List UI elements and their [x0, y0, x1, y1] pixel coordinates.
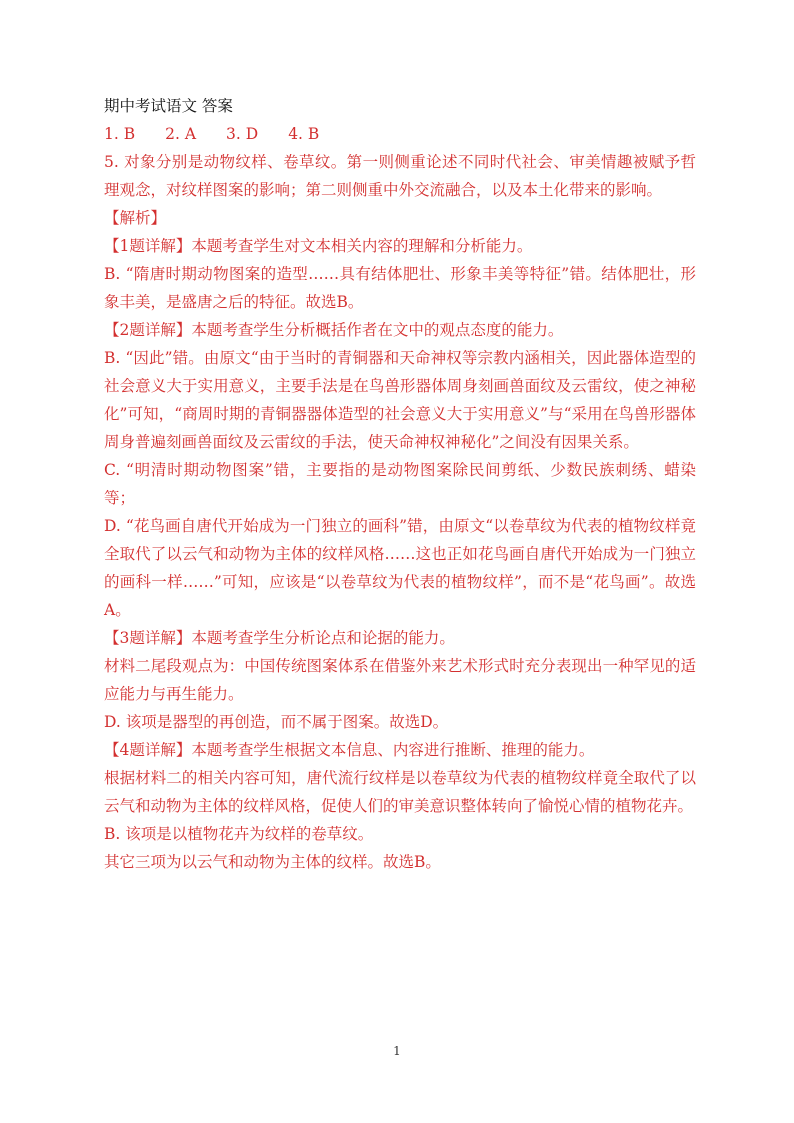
question-5-answer: 5. 对象分别是动物纹样、卷草纹。第一则侧重论述不同时代社会、审美情趣被赋予哲理观念，对纹样图案的影响；第二则侧重中外交流融合，以及本土化带来的影响。 [104, 153, 696, 199]
answer-key-row [104, 120, 696, 148]
q3-heading: 【3题详解】本题考查学生分析论点和论据的能力。 [104, 629, 455, 647]
q2-option-c: C. “明清时期动物图案”错，主要指的是动物图案除民间剪纸、少数民族刺绣、蜡染等； [104, 461, 696, 507]
q4-heading: 【4题详解】本题考查学生根据文本信息、内容进行推断、推理的能力。 [104, 741, 595, 759]
q2-heading: 【2题详解】本题考查学生分析概括作者在文中的观点态度的能力。 [104, 321, 564, 339]
answer-content [104, 92, 696, 876]
q2-option-b: B. “因此”错。由原文“由于当时的青铜器和天命神权等宗教内涵相关，因此器体造型的社会意义大于实用意义，主要手法是在鸟兽形器体周身刻画兽面纹及云雷纹，使之神秘化”可知，“商周时期的青铜器器体造型的社会意义大于实用意义”与“采用在鸟兽形器体周身普遍刻画兽面纹及云雷纹的手法，使天命神权神秘化”之间没有因果关系。 [104, 349, 696, 451]
document-title: 期中考试语文 答案 [104, 97, 233, 115]
answer-1: 1. B [104, 125, 136, 143]
q4-material: 根据材料二的相关内容可知，唐代流行纹样是以卷草纹为代表的植物纹样竟全取代了以云气和动物为主体的纹样风格，促使人们的审美意识整体转向了愉悦心情的植物花卉。 [104, 769, 696, 815]
analysis-heading: 【解析】 [104, 209, 167, 227]
page-number: 1 [393, 1044, 401, 1058]
q4-conclusion: 其它三项为以云气和动物为主体的纹样。故选B。 [104, 853, 441, 871]
q4-option-b: B. 该项是以植物花卉为纹样的卷草纹。 [104, 825, 374, 843]
q3-option-d: D. 该项是器型的再创造，而不属于图案。故选D。 [104, 713, 449, 731]
q1-explanation: B. “隋唐时期动物图案的造型……具有结体肥壮、形象丰美等特征”错。结体肥壮，形象丰美，是盛唐之后的特征。故选B。 [104, 265, 696, 311]
q2-option-d: D. “花鸟画自唐代开始成为一门独立的画科”错，由原文“以卷草纹为代表的植物纹样竟全取代了以云气和动物为主体的纹样风格……这也正如花鸟画自唐代开始成为一门独立的画科一样……”可知，应该是“以卷草纹为代表的植物纹样”，而不是“花鸟画”。故选A。 [104, 517, 696, 619]
q3-material: 材料二尾段观点为：中国传统图案体系在借鉴外来艺术形式时充分表现出一种罕见的适应能力与再生能力。 [104, 657, 696, 703]
answer-2: 2. A [165, 125, 197, 143]
q1-heading: 【1题详解】本题考查学生对文本相关内容的理解和分析能力。 [104, 237, 533, 255]
answer-4: 4. B [288, 125, 320, 143]
answer-3: 3. D [226, 125, 259, 143]
